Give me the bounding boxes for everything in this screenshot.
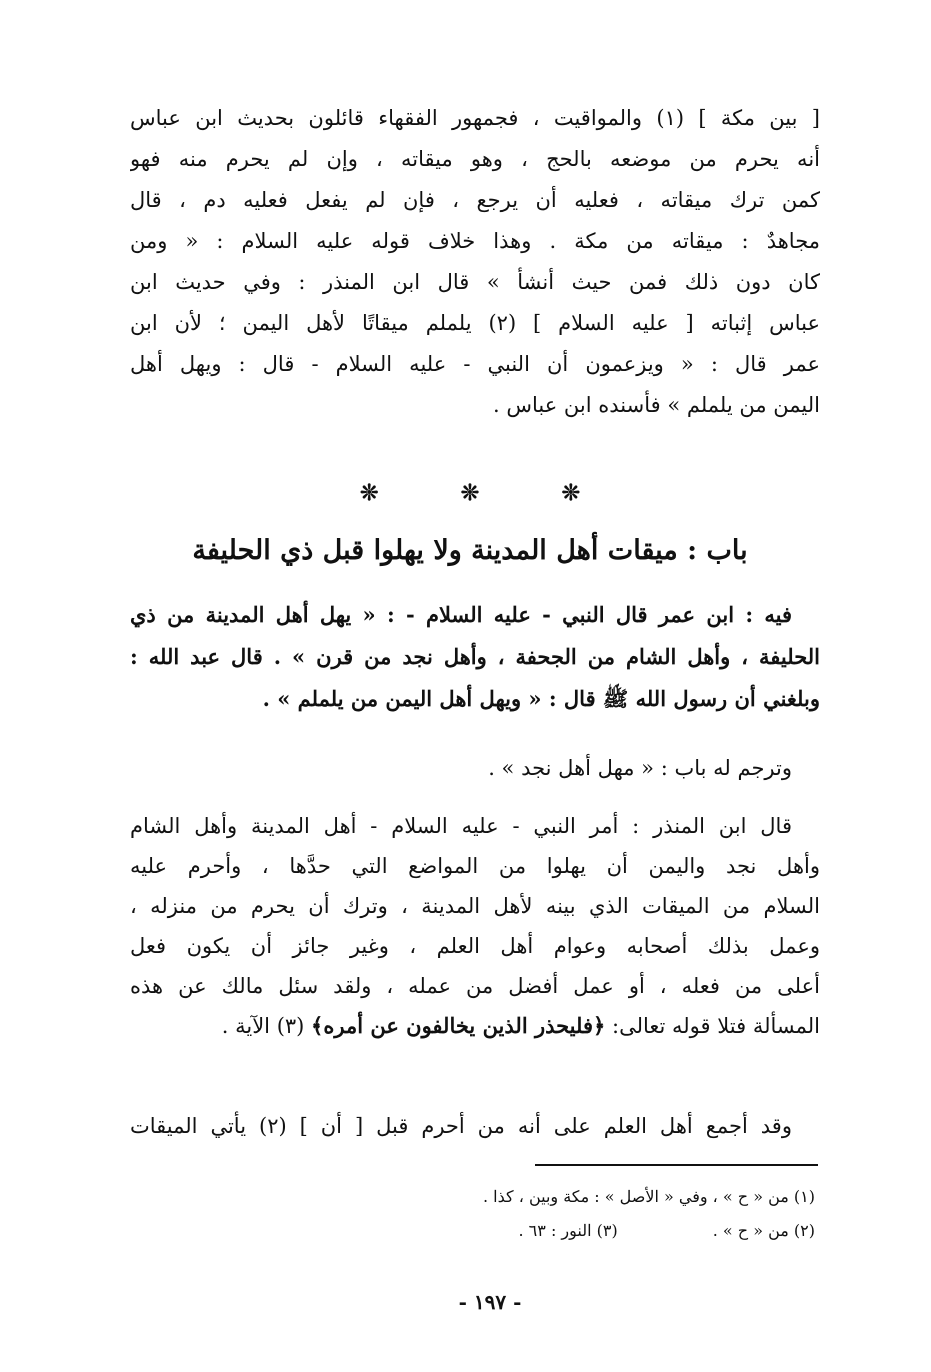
chapter-heading: باب : ميقات أهل المدينة ولا يهلوا قبل ذي الحليفة [192, 535, 748, 566]
footnote: (٢) من « ح » . [712, 1221, 815, 1240]
hadith-line: وبلغني أن رسول الله ﷺ قال : « ويهل أهل اليمن من يلملم » . [262, 686, 820, 711]
paragraph-line: كمن ترك ميقاته ، فعليه أن يرجع ، فإن لم يفعل فعليه دم ، قال [130, 188, 820, 212]
paragraph-line: وقد أجمع أهل العلم على أنه من أحرم قبل [ أن ] (٢) يأتي الميقات [130, 1114, 792, 1138]
paragraph-line [130, 1006, 820, 1046]
footnotes [360, 1180, 815, 1248]
footnote-row [360, 1214, 815, 1248]
hadith-text [130, 594, 820, 720]
paragraph-line: السلام من الميقات الذي بينه لأهل المدينة ، وترك أن يحرم من منزله ، [130, 894, 820, 918]
paragraph-line: [ بين مكة ] (١) والمواقيت ، فجمهور الفقهاء قائلون بحديث ابن عباس [130, 106, 820, 130]
paragraph-line: وأهل نجد واليمن أن يهلوا من المواضع التي حدَّها ، وأحرم عليه [130, 854, 820, 878]
paragraph-line: عمر قال : « ويزعمون أن النبي - عليه السلام - قال : ويهل أهل [130, 352, 820, 376]
footnote-divider [535, 1164, 818, 1166]
asterism-icon: ❊ [460, 480, 480, 506]
hadith-line: فيه : ابن عمر قال النبي - عليه السلام - : « يهل أهل المدينة من ذي [130, 602, 792, 627]
asterism-icon: ❊ [561, 480, 580, 506]
paragraph-line: وعمل بذلك أصحابه وعوام أهل العلم ، وغير جائز أن يكون فعل [130, 934, 820, 958]
paragraph-line: قال ابن المنذر : أمر النبي - عليه السلام - أهل المدينة وأهل الشام [130, 814, 792, 838]
footnote: (١) من « ح » ، وفي « الأصل » : مكة وبين ، كذا . [482, 1187, 815, 1206]
paragraph-line: عباس إثباته [ عليه السلام ] (٢) يلملم ميقاتًا لأهل اليمن ؛ لأن ابن [130, 311, 820, 335]
quran-verse: ﴿فليحذر الذين يخالفون عن أمره﴾ [311, 1013, 606, 1038]
opening-paragraph [130, 98, 820, 426]
paragraph-line: وترجم له باب : « مهل أهل نجد » . [488, 756, 792, 780]
footnote: (٣) النور : ٦٣ . [518, 1221, 618, 1240]
asterism-icon: ❊ [360, 480, 379, 506]
verse-intro: المسألة فتلا قوله تعالى: [605, 1014, 820, 1038]
paragraph-line: مجاهدٌ : ميقاته من مكة . وهذا خلاف قوله عليه السلام : « ومن [130, 229, 820, 253]
paragraph-line: أنه يحرم من موضعه بالحج ، وهو ميقاته ، وإن لم يحرم منه فهو [130, 147, 820, 171]
verse-reference: (٣) الآية . [221, 1014, 312, 1038]
paragraph-line: اليمن من يلملم » فأسنده ابن عباس . [492, 393, 820, 417]
tarjama-line [130, 748, 820, 789]
paragraph-line: كان دون ذلك فمن حيث أنشأ » قال ابن المنذر : وفي حديث ابن [130, 270, 820, 294]
commentary-paragraph [130, 806, 820, 1046]
page-number: - ١٩٧ - [458, 1290, 522, 1314]
section-separator [360, 480, 580, 506]
paragraph-line: أعلى من فعله ، أو عمل أفضل من عمله ، ولقد سئل مالك عن هذه [130, 974, 820, 998]
closing-paragraph [130, 1106, 820, 1147]
hadith-line: الحليفة ، وأهل الشام من الجحفة ، وأهل نجد من قرن » . قال عبد الله : [130, 644, 820, 669]
